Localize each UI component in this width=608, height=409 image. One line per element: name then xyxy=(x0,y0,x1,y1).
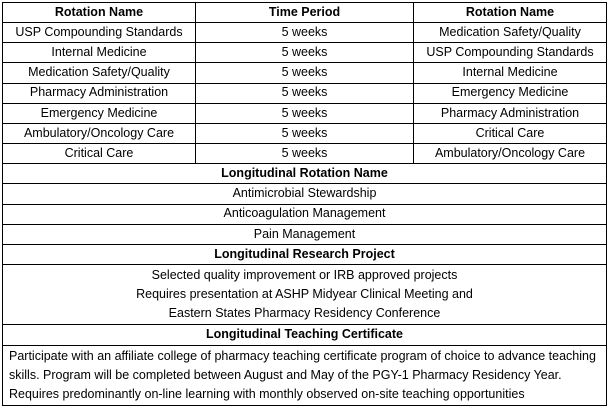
longitudinal-rotation-item: Antimicrobial Stewardship xyxy=(3,184,607,204)
list-item xyxy=(3,224,607,244)
longitudinal-rotation-item: Anticoagulation Management xyxy=(3,204,607,224)
rotation-cell: Pharmacy Administration xyxy=(414,103,607,123)
research-project-header: Longitudinal Research Project xyxy=(3,244,607,264)
rotation-cell: Internal Medicine xyxy=(3,43,196,63)
time-period-cell: 5 weeks xyxy=(196,103,414,123)
rotation-cell: Medication Safety/Quality xyxy=(3,63,196,83)
rotation-cell: USP Compounding Standards xyxy=(3,23,196,43)
col-header-rotation-name: Rotation Name xyxy=(3,3,196,23)
col-header-time-period: Time Period xyxy=(196,3,414,23)
table-row xyxy=(3,123,607,143)
table-row xyxy=(3,43,607,63)
table-row xyxy=(3,23,607,43)
teaching-body-row xyxy=(3,345,607,406)
research-project-description xyxy=(3,265,607,325)
time-period-cell: 5 weeks xyxy=(196,43,414,63)
rotation-cell: Ambulatory/Oncology Care xyxy=(414,144,607,164)
rotation-cell: Internal Medicine xyxy=(414,63,607,83)
table-row xyxy=(3,144,607,164)
research-body-row xyxy=(3,265,607,325)
rotation-cell: USP Compounding Standards xyxy=(414,43,607,63)
time-period-cell: 5 weeks xyxy=(196,63,414,83)
teaching-certificate-header: Longitudinal Teaching Certificate xyxy=(3,325,607,345)
research-line: Eastern States Pharmacy Residency Conference xyxy=(168,306,441,321)
rotation-cell: Medication Safety/Quality xyxy=(414,23,607,43)
header-row xyxy=(3,3,607,23)
longitudinal-rotation-header: Longitudinal Rotation Name xyxy=(3,164,607,184)
rotation-cell: Critical Care xyxy=(414,123,607,143)
research-line: Selected quality improvement or IRB approved projects xyxy=(151,268,458,283)
time-period-cell: 5 weeks xyxy=(196,23,414,43)
rotation-cell: Ambulatory/Oncology Care xyxy=(3,123,196,143)
time-period-cell: 5 weeks xyxy=(196,123,414,143)
rotation-cell: Critical Care xyxy=(3,144,196,164)
teaching-certificate-description: Participate with an affiliate college of pharmacy teaching certificate program of choice to advance teaching skills. Program will be completed between August and May of the PGY-1 Pharmacy Residency Year. Requires predominantly on-line learning with monthly observed on-site teaching opportunities xyxy=(3,345,607,406)
list-item xyxy=(3,184,607,204)
col-header-rotation-name-2: Rotation Name xyxy=(414,3,607,23)
longitudinal-rotation-item: Pain Management xyxy=(3,224,607,244)
teaching-header-row xyxy=(3,325,607,345)
table-row xyxy=(3,103,607,123)
time-period-cell: 5 weeks xyxy=(196,83,414,103)
table-row xyxy=(3,63,607,83)
table-row xyxy=(3,83,607,103)
list-item xyxy=(3,204,607,224)
research-header-row xyxy=(3,244,607,264)
research-line: Requires presentation at ASHP Midyear Clinical Meeting and xyxy=(136,287,473,302)
longitudinal-rotation-header-row xyxy=(3,164,607,184)
rotation-schedule-table xyxy=(2,2,607,406)
time-period-cell: 5 weeks xyxy=(196,144,414,164)
rotation-cell: Emergency Medicine xyxy=(414,83,607,103)
rotation-cell: Pharmacy Administration xyxy=(3,83,196,103)
rotation-cell: Emergency Medicine xyxy=(3,103,196,123)
